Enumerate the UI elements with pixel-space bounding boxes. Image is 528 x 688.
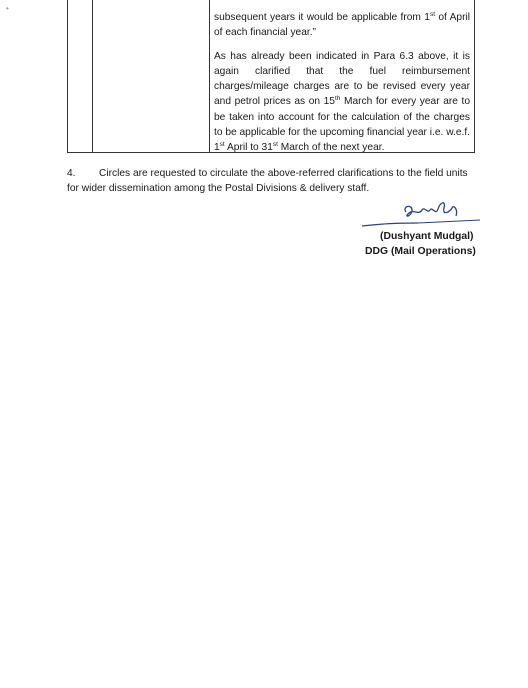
- corner-mark: •: [6, 4, 9, 13]
- table-text-cell: [214, 10, 470, 156]
- table-column-divider: [92, 0, 93, 152]
- clarification-table: [67, 0, 475, 153]
- signature-block: [358, 196, 488, 276]
- cell-paragraph-2: As has already been indicated in Para 6.3 above, it is again clarified that the fuel reimbursement charges/mileage charges are to be revised every year and petrol prices as on 15th March for every year are to be taken into account for the calculation of the charges to be applicable for the upcoming financial year i.e. w.e.f. 1st April to 31st March of the next year.: [214, 50, 470, 154]
- handwritten-signature: [358, 196, 488, 232]
- paragraph-number: 4.: [67, 168, 76, 179]
- signatory-designation: DDG (Mail Operations): [365, 246, 476, 257]
- cell-paragraph-1: subsequent years it would be applicable from 1st of April of each financial year.”: [214, 11, 470, 39]
- paragraph-text: Circles are requested to circulate the above-referred clarifications to the field units for wider dissemination among the Postal Divisions & delivery staff.: [67, 168, 468, 195]
- table-column-divider: [209, 0, 210, 152]
- paragraph-4: [67, 166, 477, 197]
- signatory-name: (Dushyant Mudgal): [380, 231, 474, 242]
